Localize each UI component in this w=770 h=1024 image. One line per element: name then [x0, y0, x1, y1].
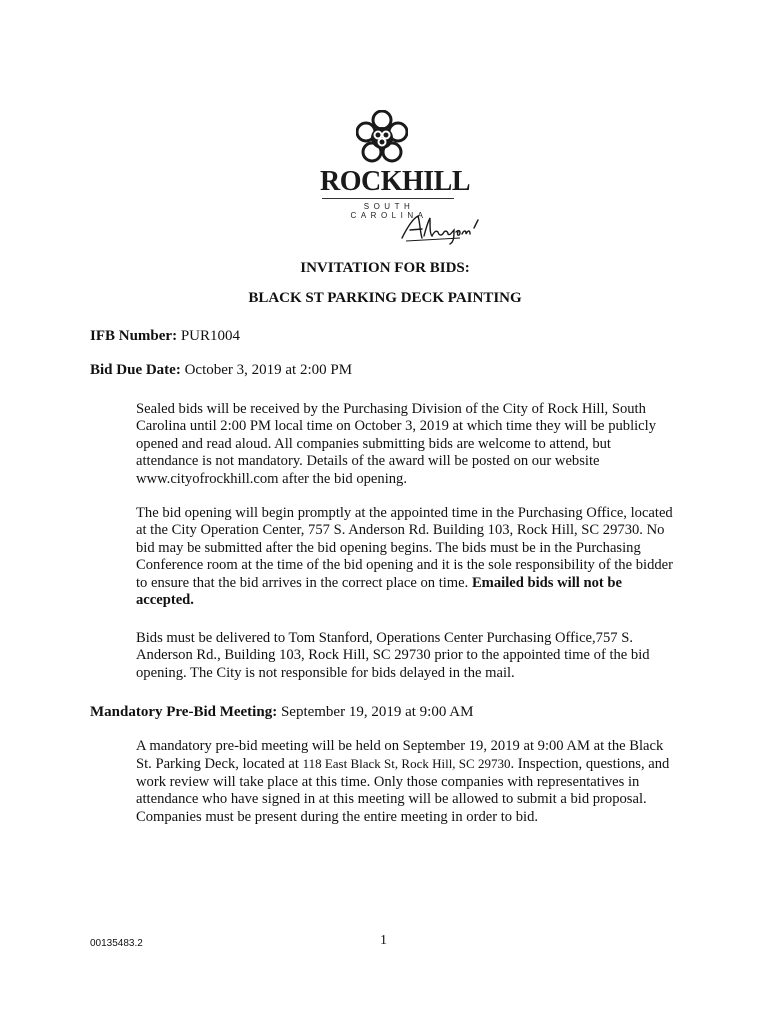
- bid-due-date-value: October 3, 2019 at 2:00 PM: [180, 362, 353, 378]
- bid-due-date-line: [90, 362, 352, 379]
- bid-opening-text: The bid opening will begin promptly at the appointed time in the Purchasing Office, located at the City Operation Center, 757 S. Anderson Rd. Building 103, Rock Hill, SC 29730. No bid may be submitted after the bid opening begins. The bids must be in the Purchasing Conference room at the time of the bid opening and it is the sole responsibility of the bidder to ensure that the bid arrives in the correct place on time.: [136, 505, 674, 591]
- meeting-address: 118 East Black St, Rock Hill, SC 29730: [302, 756, 511, 772]
- pre-bid-meeting-label: Mandatory Pre-Bid Meeting:: [90, 704, 278, 720]
- bid-due-date-label: Bid Due Date:: [90, 362, 181, 378]
- emailed-bids-notice: Emailed bids will not be accepted.: [136, 574, 622, 609]
- logo-tagline-script: [398, 208, 488, 246]
- pre-bid-meeting-line: [90, 704, 473, 721]
- document-id: 00135483.2: [90, 938, 143, 949]
- rock-hill-logo: [318, 110, 488, 240]
- pre-bid-meeting-paragraph: [136, 738, 676, 826]
- sealed-bids-paragraph: Sealed bids will be received by the Purchasing Division of the City of Rock Hill, South Carolina until 2:00 PM local time on October 3, 2019 at which time they will be publicly opened and read aloud. All companies submitting bids are welcome to attend, but attendance is not mandatory. Details of the award will be posted on our website www.cityofrockhill.com after the bid opening.: [136, 401, 657, 487]
- pre-bid-text-start: A mandatory pre-bid meeting will be held on September 19, 2019 at 9:00 AM at the Black St. Parking Deck, located at: [136, 738, 664, 773]
- bid-opening-paragraph: [136, 505, 676, 609]
- page-number: 1: [380, 933, 387, 948]
- logo-divider: [322, 198, 454, 199]
- pre-bid-text-end: . Inspection, questions, and work review will take place at this time. Only those companies with representatives in attendance who have signed in at this meeting will be allowed to submit a bid proposal. Companies must be present during the entire meeting in order to bid.: [136, 756, 670, 825]
- rock-hill-emblem-icon: [356, 110, 408, 170]
- project-title: BLACK ST PARKING DECK PAINTING: [248, 290, 522, 306]
- document-title: INVITATION FOR BIDS:: [300, 260, 470, 276]
- logo-wordmark: ROCKHILL: [320, 166, 471, 197]
- logo-subtitle: SOUTH CAROLINA: [350, 202, 428, 220]
- ifb-number-label: IFB Number:: [90, 328, 178, 344]
- bid-delivery-paragraph: Bids must be delivered to Tom Stanford, Operations Center Purchasing Office,757 S. Anderson Rd., Building 103, Rock Hill, SC 29730 prior to the appointed time of the bid opening. The City is not responsible for bids delayed in the mail.: [136, 630, 650, 681]
- ifb-number-value: PUR1004: [177, 328, 241, 344]
- ifb-number-line: [90, 328, 240, 345]
- pre-bid-meeting-value: September 19, 2019 at 9:00 AM: [277, 704, 474, 720]
